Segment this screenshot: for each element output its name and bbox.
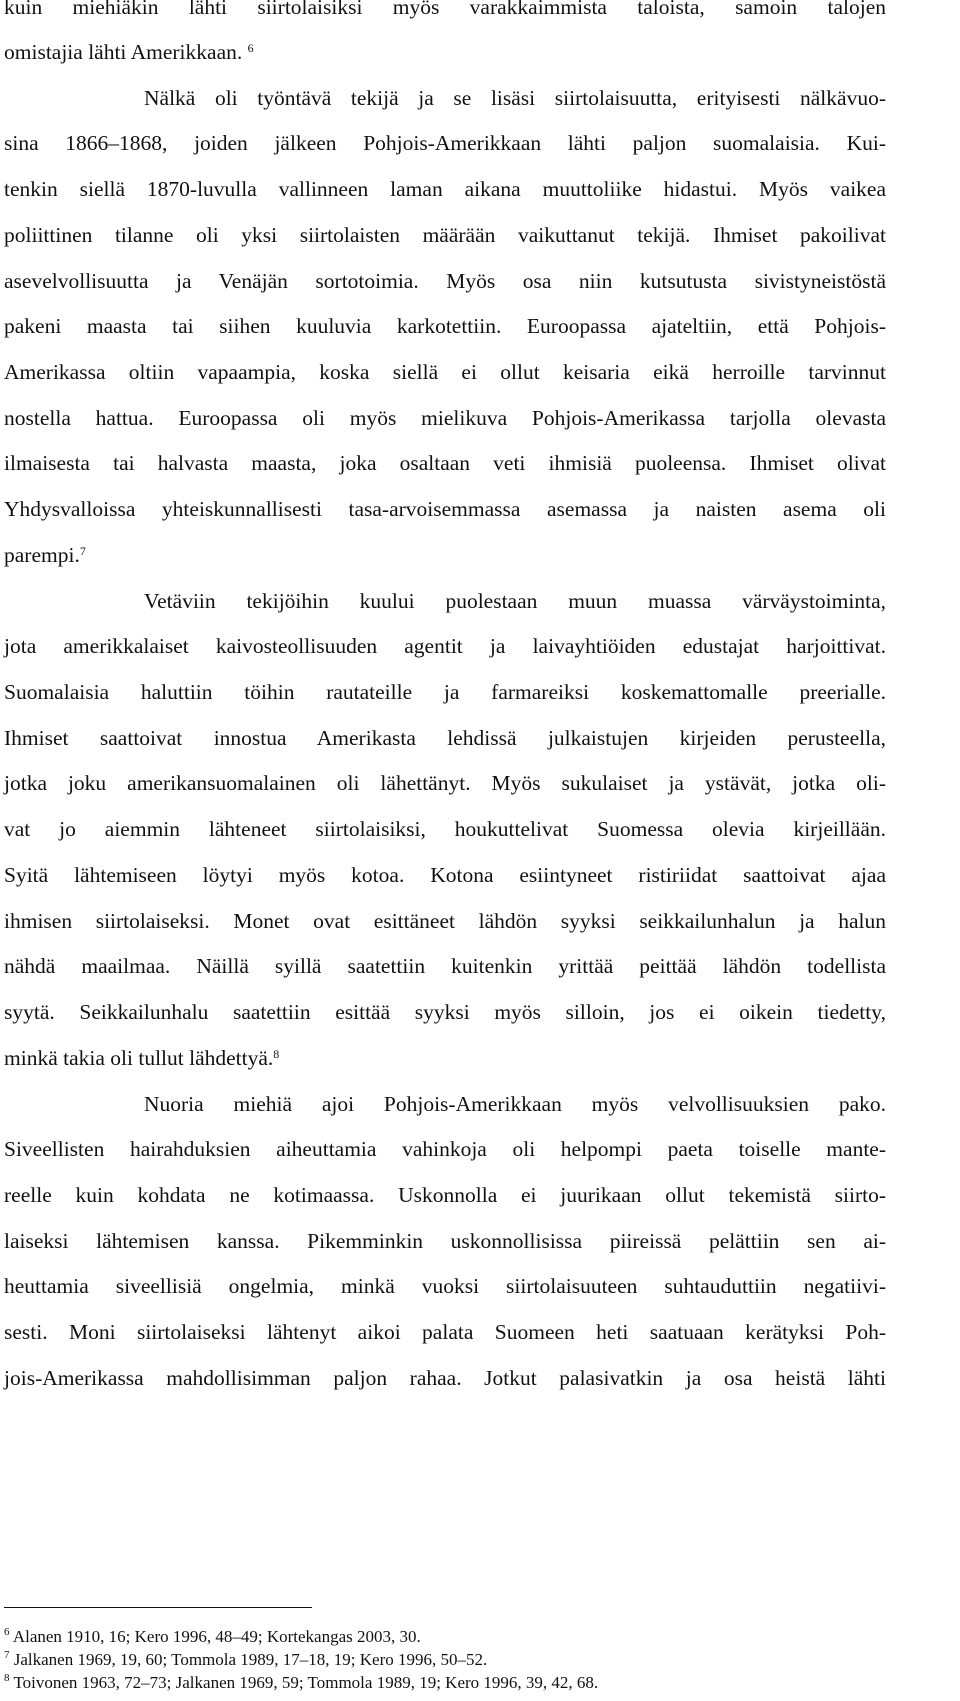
text-line: Syitä lähtemiseen löytyi myös kotoa. Kotona esiintyneet ristiriidat saattoivat ajaa bbox=[4, 863, 886, 887]
footnote bbox=[4, 1650, 487, 1670]
text-line: syytä. Seikkailunhalu saatettiin esittää syyksi myös silloin, jos ei oikein tiedetty, bbox=[4, 1000, 886, 1024]
text-line: parempi.$^7$ bbox=[4, 543, 86, 567]
text-line: Nälkä oli työntävä tekijä ja se lisäsi siirtolaisuutta, erityisesti nälkävuo- bbox=[144, 86, 886, 110]
text-line: omistajia lähti Amerikkaan. $^6$ bbox=[4, 40, 254, 64]
text-line: nostella hattua. Euroopassa oli myös mielikuva Pohjois-Amerikassa tarjolla olevasta bbox=[4, 406, 886, 430]
text-line: jota amerikkalaiset kaivosteollisuuden agentit ja laivayhtiöiden edustajat harjoittivat. bbox=[4, 634, 886, 658]
text-line: laiseksi lähtemisen kanssa. Pikemminkin uskonnollisissa piireissä pelättiin sen ai- bbox=[4, 1229, 886, 1253]
text-line: heuttamia siveellisiä ongelmia, minkä vuoksi siirtolaisuuteen suhtauduttiin negatiivi- bbox=[4, 1274, 886, 1298]
text-line: Amerikassa oltiin vapaampia, koska siellä ei ollut keisaria eikä herroille tarvinnut bbox=[4, 360, 886, 384]
footnote-text: Alanen 1910, 16; Kero 1996, 48–49; Kortekangas 2003, 30. bbox=[12, 1627, 421, 1646]
text-line: reelle kuin kohdata ne kotimaassa. Uskonnolla ei juurikaan ollut tekemistä siirto- bbox=[4, 1183, 886, 1207]
footnote-number: 7 bbox=[4, 1649, 10, 1661]
text-line: sesti. Moni siirtolaiseksi lähtenyt aikoi palata Suomeen heti saatuaan kerätyksi Poh- bbox=[4, 1320, 886, 1344]
text-line: jois-Amerikassa mahdollisimman paljon rahaa. Jotkut palasivatkin ja osa heistä lähti bbox=[4, 1366, 886, 1390]
footnote-number: 8 bbox=[4, 1672, 10, 1684]
footnote-text: Toivonen 1963, 72–73; Jalkanen 1969, 59; Tommola 1989, 19; Kero 1996, 39, 42, 68. bbox=[13, 1673, 599, 1692]
text-line: nähdä maailmaa. Näillä syillä saatettiin kuitenkin yrittää peittää lähdön todellista bbox=[4, 954, 886, 978]
footnote-divider bbox=[4, 1607, 312, 1608]
text-line: ilmaisesta tai halvasta maasta, joka osaltaan veti ihmisiä puoleensa. Ihmiset olivat bbox=[4, 451, 886, 475]
footnote-ref: 7 bbox=[79, 544, 86, 558]
footnote-number: 6 bbox=[4, 1626, 10, 1638]
text-line: Vetäviin tekijöihin kuului puolestaan muun muassa värväystoiminta, bbox=[144, 589, 886, 613]
text-line: sina 1866–1868, joiden jälkeen Pohjois-Amerikkaan lähti paljon suomalaisia. Kui- bbox=[4, 131, 886, 155]
text-line: Suomalaisia haluttiin töihin rautateille ja farmareiksi koskemattomalle preerialle. bbox=[4, 680, 886, 704]
footnote-ref: 8 bbox=[273, 1047, 280, 1061]
text-line: Ihmiset saattoivat innostua Amerikasta lehdissä julkaistujen kirjeiden perusteella, bbox=[4, 726, 886, 750]
text-line: Siveellisten hairahduksien aiheuttamia vahinkoja oli helpompi paeta toiselle mante- bbox=[4, 1137, 886, 1161]
text-line: kuin miehiäkin lähti siirtolaisiksi myös varakkaimmista taloista, samoin talojen bbox=[4, 0, 886, 19]
footnote-ref: 6 bbox=[247, 41, 254, 55]
footnote-text: Jalkanen 1969, 19, 60; Tommola 1989, 17–18, 19; Kero 1996, 50–52. bbox=[13, 1650, 488, 1669]
footnote bbox=[4, 1673, 598, 1693]
text-line: Nuoria miehiä ajoi Pohjois-Amerikkaan myös velvollisuuksien pako. bbox=[144, 1092, 886, 1116]
text-line: poliittinen tilanne oli yksi siirtolaisten määrään vaikuttanut tekijä. Ihmiset pakoilivat bbox=[4, 223, 886, 247]
text-line: tenkin siellä 1870-luvulla vallinneen laman aikana muuttoliike hidastui. Myös vaikea bbox=[4, 177, 886, 201]
text-line: Yhdysvalloissa yhteiskunnallisesti tasa-arvoisemmassa asemassa ja naisten asema oli bbox=[4, 497, 886, 521]
text-line: vat jo aiemmin lähteneet siirtolaisiksi, houkuttelivat Suomessa olevia kirjeillään. bbox=[4, 817, 886, 841]
text-line: ihmisen siirtolaiseksi. Monet ovat esittäneet lähdön syyksi seikkailunhalun ja halun bbox=[4, 909, 886, 933]
text-line: asevelvollisuutta ja Venäjän sortotoimia. Myös osa niin kutsutusta sivistyneistöstä bbox=[4, 269, 886, 293]
text-line: minkä takia oli tullut lähdettyä.$^8$ bbox=[4, 1046, 280, 1070]
footnote bbox=[4, 1627, 421, 1647]
text-line: jotka joku amerikansuomalainen oli lähettänyt. Myös sukulaiset ja ystävät, jotka oli- bbox=[4, 771, 886, 795]
text-line: pakeni maasta tai siihen kuuluvia karkotettiin. Euroopassa ajateltiin, että Pohjois- bbox=[4, 314, 886, 338]
